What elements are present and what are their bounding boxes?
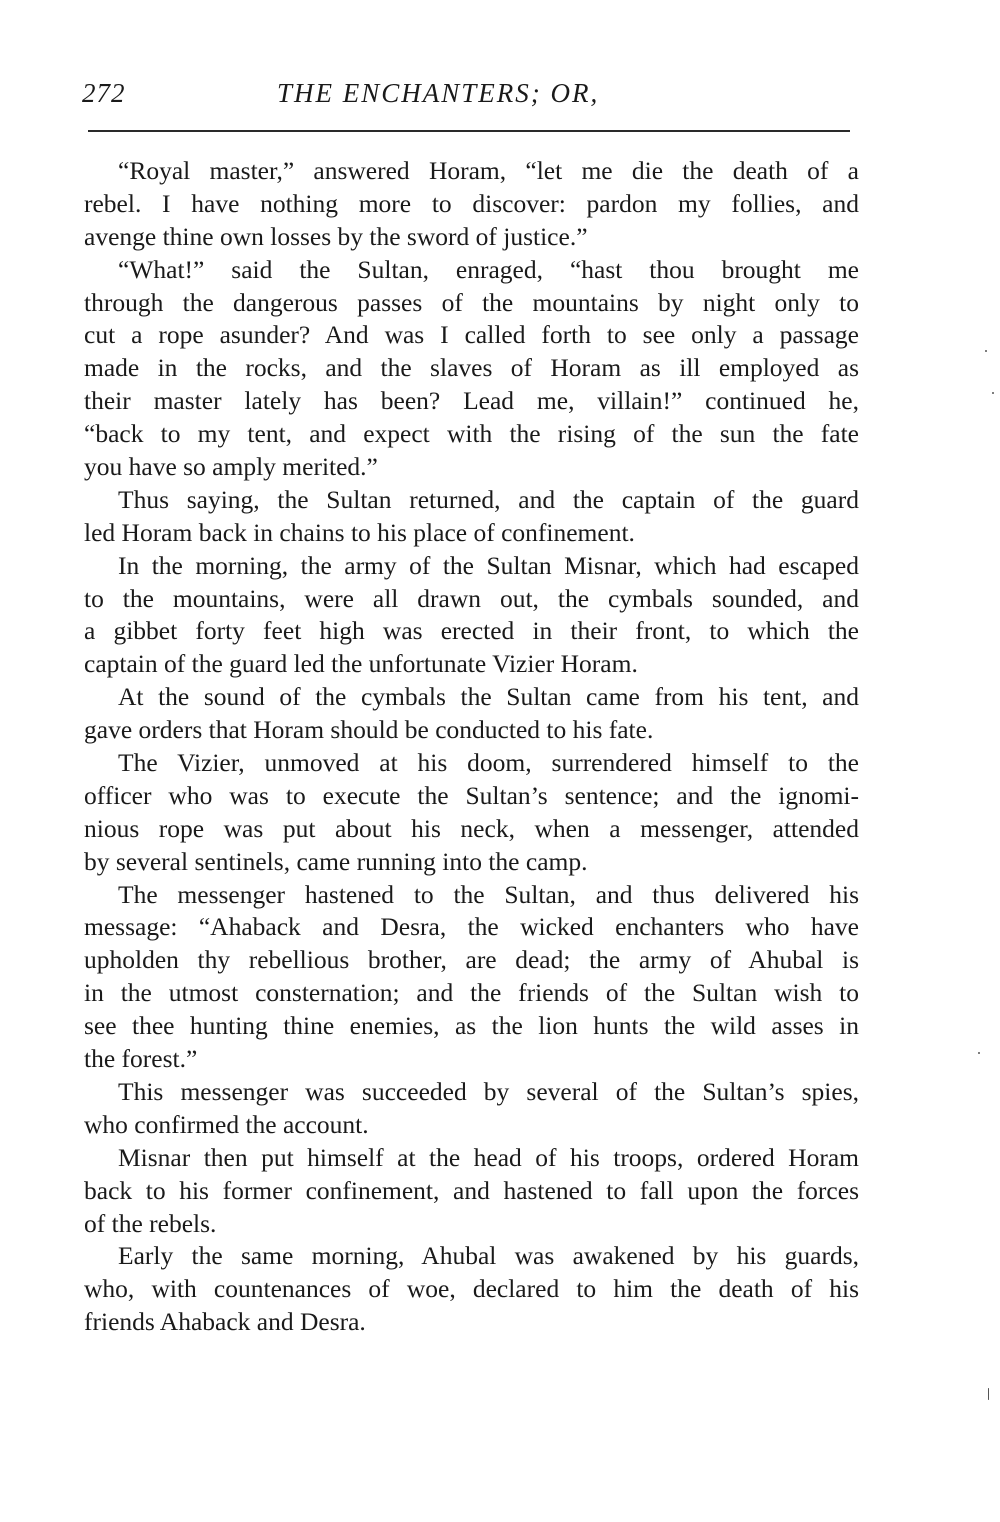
scan-speck bbox=[978, 1052, 980, 1054]
text-line: In the morning, the army of the Sultan Misnar, which had escaped bbox=[118, 550, 859, 580]
paragraph bbox=[84, 879, 859, 1076]
text-line: Thus saying, the Sultan returned, and the captain of the guard bbox=[118, 484, 859, 514]
scan-speck bbox=[985, 350, 987, 352]
paragraph bbox=[84, 1076, 859, 1142]
text-line: through the dangerous passes of the mountains by night only to bbox=[84, 287, 859, 317]
paragraph bbox=[84, 254, 859, 484]
text-line: the forest.” bbox=[84, 1044, 198, 1074]
text-line: you have so amply merited.” bbox=[84, 452, 378, 482]
text-line: by several sentinels, came running into the camp. bbox=[84, 846, 588, 876]
text-line: gave orders that Horam should be conducted to his fate. bbox=[84, 715, 654, 745]
text-line: Misnar then put himself at the head of his troops, ordered Horam bbox=[118, 1142, 859, 1172]
scan-speck bbox=[992, 392, 994, 394]
paragraph bbox=[84, 747, 859, 879]
paragraph bbox=[84, 1142, 859, 1241]
header-rule bbox=[88, 130, 850, 132]
paragraph bbox=[84, 681, 859, 747]
text-line: their master lately has been? Lead me, villain!” continued he, bbox=[84, 386, 859, 416]
text-line: who confirmed the account. bbox=[84, 1109, 369, 1139]
text-line: to the mountains, were all drawn out, the cymbals sounded, and bbox=[84, 583, 859, 613]
text-line: see thee hunting thine enemies, as the lion hunts the wild asses in bbox=[84, 1011, 859, 1041]
text-line: The messenger hastened to the Sultan, and thus delivered his bbox=[118, 879, 859, 909]
text-line: avenge thine own losses by the sword of justice.” bbox=[84, 221, 588, 251]
text-line: Early the same morning, Ahubal was awakened by his guards, bbox=[118, 1241, 859, 1271]
text-line: made in the rocks, and the slaves of Horam as ill employed as bbox=[84, 353, 859, 383]
text-line: back to his former confinement, and hastened to fall upon the forces bbox=[84, 1175, 859, 1205]
text-line: officer who was to execute the Sultan’s sentence; and the ignomi- bbox=[84, 780, 859, 810]
text-line: nious rope was put about his neck, when a messenger, attended bbox=[84, 813, 859, 843]
paragraph bbox=[84, 550, 859, 682]
paragraph bbox=[84, 1240, 859, 1339]
text-line: in the utmost consternation; and the friends of the Sultan wish to bbox=[84, 978, 859, 1008]
paragraph bbox=[84, 155, 859, 254]
text-line: who, with countenances of woe, declared to him the death of his bbox=[84, 1274, 859, 1304]
running-title: THE ENCHANTERS; OR, bbox=[277, 78, 600, 108]
text-line: upholden thy rebellious brother, are dead; the army of Ahubal is bbox=[84, 945, 859, 975]
text-line: message: “Ahaback and Desra, the wicked enchanters who have bbox=[84, 912, 859, 942]
paragraph bbox=[84, 484, 859, 550]
text-line: cut a rope asunder? And was I called forth to see only a passage bbox=[84, 320, 859, 350]
text-line: of the rebels. bbox=[84, 1208, 217, 1238]
text-line: a gibbet forty feet high was erected in their front, to which the bbox=[84, 616, 859, 646]
body-text bbox=[84, 155, 859, 1339]
text-line: rebel. I have nothing more to discover: pardon my follies, and bbox=[84, 188, 859, 218]
text-line: “Royal master,” answered Horam, “let me die the death of a bbox=[118, 156, 859, 185]
text-line: This messenger was succeeded by several of the Sultan’s spies, bbox=[118, 1076, 859, 1106]
text-line: friends Ahaback and Desra. bbox=[84, 1307, 366, 1337]
text-line: captain of the guard led the unfortunate Vizier Horam. bbox=[84, 649, 638, 679]
text-line: led Horam back in chains to his place of confinement. bbox=[84, 517, 635, 547]
running-head bbox=[82, 78, 852, 118]
text-line: The Vizier, unmoved at his doom, surrendered himself to the bbox=[118, 748, 859, 778]
scan-speck bbox=[988, 1388, 989, 1400]
text-line: “What!” said the Sultan, enraged, “hast thou brought me bbox=[118, 254, 859, 284]
page-number: 272 bbox=[82, 78, 126, 108]
text-line: “back to my tent, and expect with the rising of the sun the fate bbox=[84, 419, 859, 449]
text-line: At the sound of the cymbals the Sultan came from his tent, and bbox=[118, 682, 859, 712]
